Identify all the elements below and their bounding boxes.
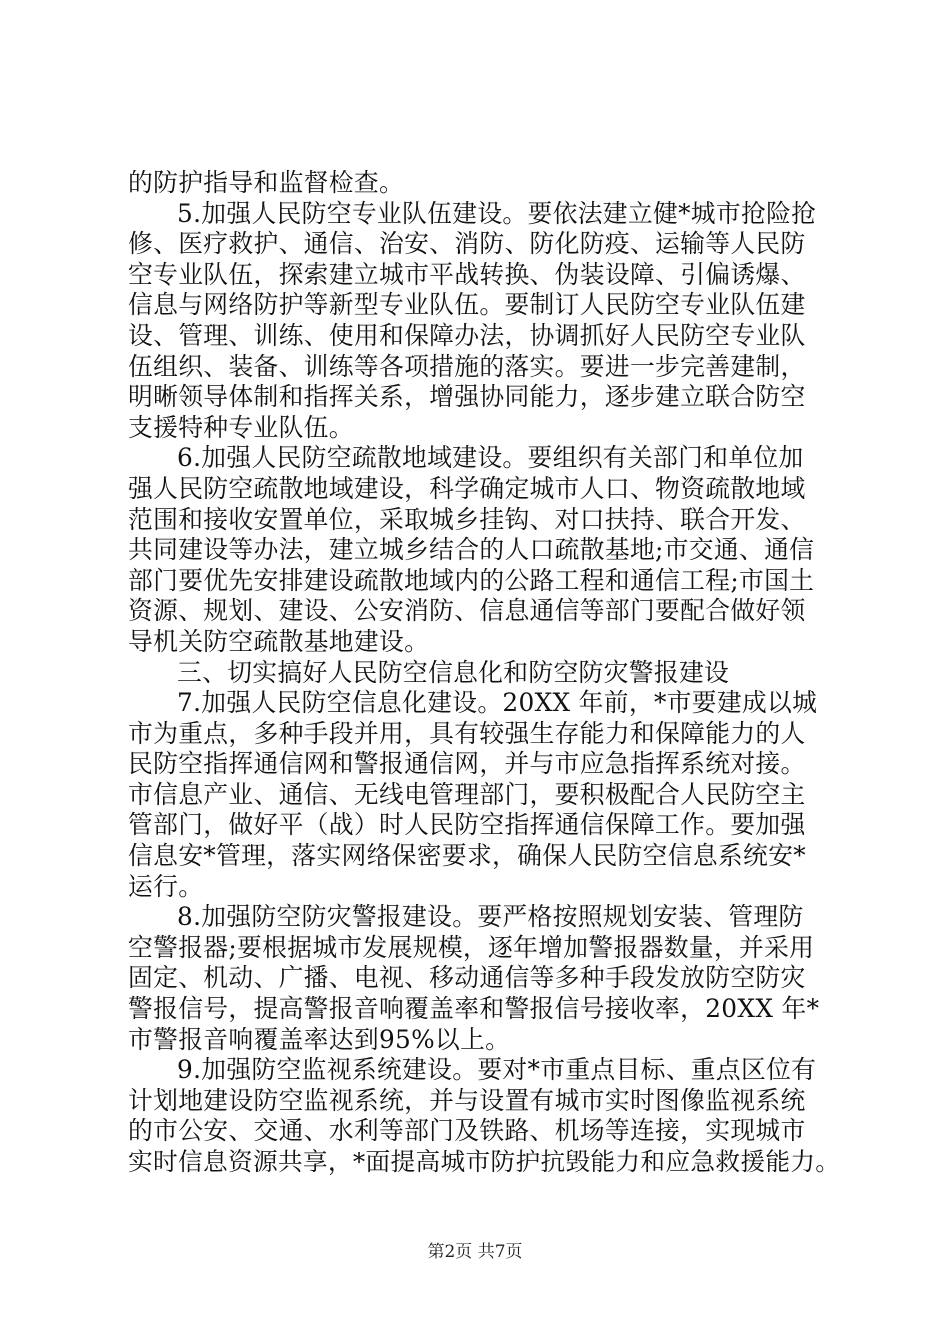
text-line: 市信息产业、通信、无线电管理部门，要积极配合人民防空主 [128, 779, 806, 809]
text-line: 管部门，做好平（战）时人民防空指挥通信保障工作。要加强 [128, 810, 806, 840]
text-line: 的市公安、交通、水利等部门及铁路、机场等连接，实现城市 [128, 1116, 806, 1146]
text-line: 的防护指导和监督检查。 [128, 168, 405, 197]
paragraph-first-line: 9.加强防空监视系统建设。要对*市重点目标、重点区位有 [177, 1055, 817, 1085]
text-line: 共同建设等办法，建立城乡结合的人口疏散基地;市交通、通信 [128, 535, 815, 565]
text-line: 固定、机动、广播、电视、移动通信等多种手段发放防空防灾 [128, 963, 806, 993]
page-footer: 第2页 共7页 [427, 1242, 523, 1262]
text-line: 空警报器;要根据城市发展规模，逐年增加警报器数量，并采用 [128, 932, 815, 962]
text-line: 修、医疗救护、通信、治安、消防、防化防疫、运输等人民防 [128, 229, 806, 259]
text-line: 导机关防空疏散基地建设。 [128, 626, 430, 656]
text-line: 信息安*管理，落实网络保密要求，确保人民防空信息系统安* [128, 841, 806, 871]
paragraph-first-line: 6.加强人民防空疏散地域建设。要组织有关部门和单位加 [177, 443, 804, 473]
paragraph-first-line: 5.加强人民防空专业队伍建设。要依法建立健*城市抢险抢 [177, 198, 817, 228]
text-line: 空专业队伍，探索建立城市平战转换、伪装设障、引偏诱爆、 [128, 259, 806, 289]
text-line: 实时信息资源共享，*面提高城市防护抗毁能力和应急救援能力。 [128, 1147, 841, 1176]
text-line: 范围和接收安置单位，采取城乡挂钩、对口扶持、联合开发、 [128, 504, 806, 534]
text-line: 支援特种专业队伍。 [128, 412, 354, 442]
text-line: 设、管理、训练、使用和保障办法，协调抓好人民防空专业队 [128, 320, 806, 350]
text-line: 信息与网络防护等新型专业队伍。要制订人民防空专业队伍建 [128, 290, 806, 320]
text-line: 市为重点，多种手段并用，具有较强生存能力和保障能力的人 [128, 718, 806, 748]
text-line: 伍组织、装备、训练等各项措施的落实。要进一步完善建制， [128, 351, 806, 381]
text-line: 计划地建设防空监视系统，并与设置有城市实时图像监视系统 [128, 1085, 806, 1115]
text-line: 民防空指挥通信网和警报通信网，并与市应急指挥系统对接。 [128, 749, 806, 779]
text-line: 强人民防空疏散地域建设，科学确定城市人口、物资疏散地域 [128, 473, 806, 503]
text-line: 明晰领导体制和指挥关系，增强协同能力，逐步建立联合防空 [128, 382, 806, 412]
paragraph-first-line: 三、切实搞好人民防空信息化和防空防灾警报建设 [177, 657, 730, 687]
text-line: 市警报音响覆盖率达到95%以上。 [128, 1024, 511, 1054]
text-line: 警报信号，提高警报音响覆盖率和警报信号接收率，20XX 年* [128, 994, 820, 1024]
document-body [128, 168, 840, 1178]
text-line: 部门要优先安排建设疏散地域内的公路工程和通信工程;市国土 [128, 565, 815, 595]
paragraph-first-line: 8.加强防空防灾警报建设。要严格按照规划安装、管理防 [177, 902, 804, 932]
text-line: 资源、规划、建设、公安消防、信息通信等部门要配合做好领 [128, 596, 806, 626]
text-line: 运行。 [128, 871, 204, 901]
paragraph-first-line: 7.加强人民防空信息化建设。20XX 年前，*市要建成以城 [177, 688, 818, 718]
